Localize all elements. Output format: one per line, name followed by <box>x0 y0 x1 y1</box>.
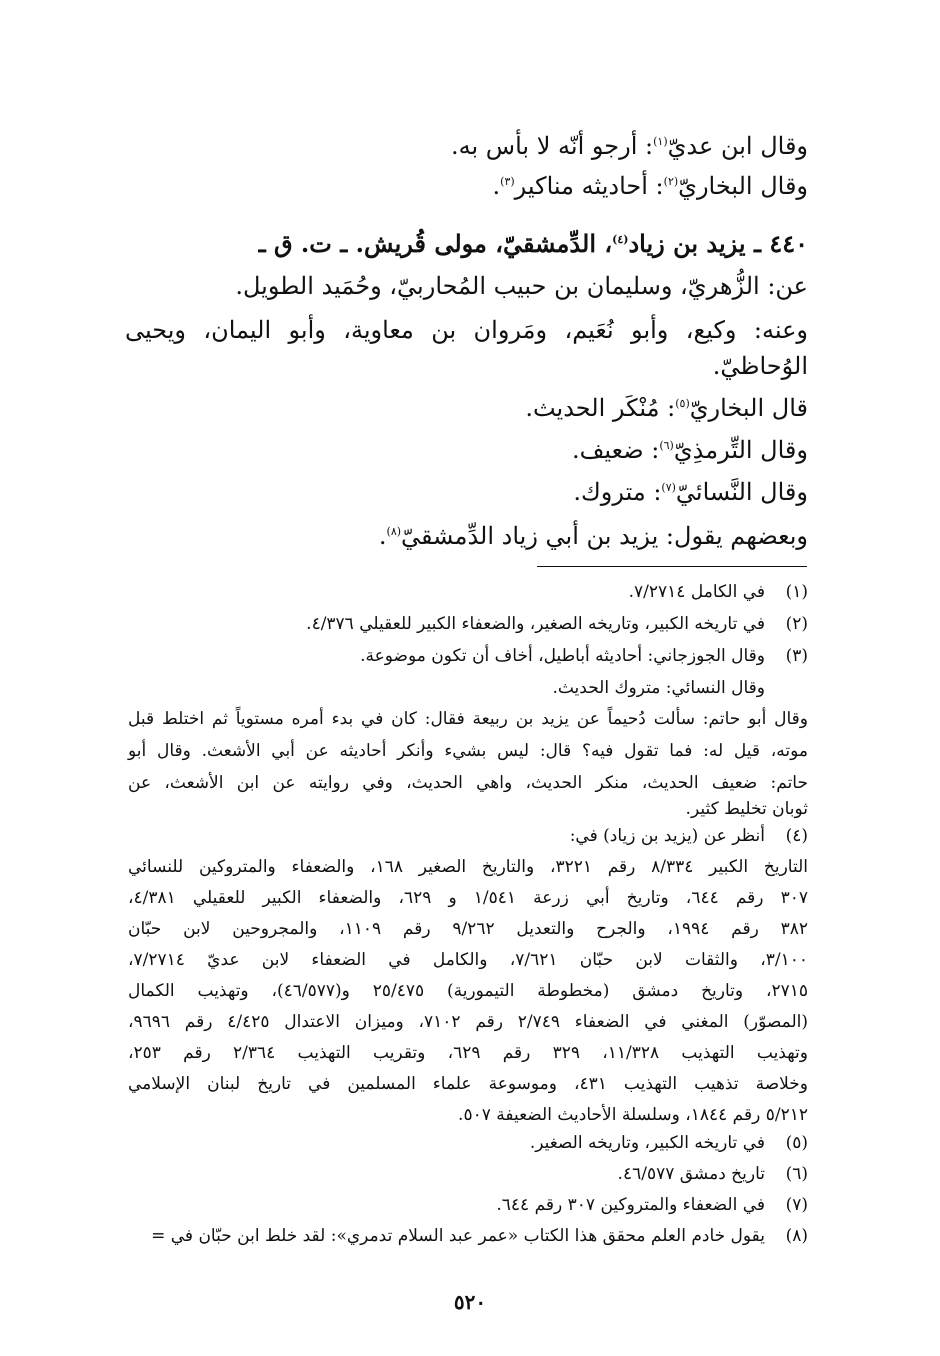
main-line-2 <box>493 168 808 204</box>
main-line-1-pre: وقال ابن عديّ <box>667 132 808 160</box>
footnote-1-text: في الكامل ٧/٢٧١٤. <box>628 582 765 602</box>
main-line-bukhari-post: : مُنْكَر الحديث. <box>525 394 676 422</box>
main-line-tirmidhi <box>572 432 808 468</box>
main-line-2-post2: . <box>492 172 501 200</box>
entry-heading <box>259 226 808 262</box>
main-line-students-cont: الوُحاظيّ. <box>712 352 808 380</box>
footnote-4-line-8: وخلاصة تذهيب التهذيب ٤٣١، وموسوعة علماء المسلمين في تاريخ لبنان الإسلامي <box>128 1074 809 1094</box>
main-line-nasai-post: : متروك. <box>573 478 662 506</box>
footnote-4-number: (٤) <box>785 826 808 846</box>
footnote-4-line-4: ٣/١٠٠، والثقات لابن حبّان ٧/٦٢١، والكامل في الضعفاء لابن عديّ ٧/٢٧١٤، <box>128 950 808 970</box>
footnote-4-line-6: (المصوّر) المغني في الضعفاء ٢/٧٤٩ رقم ٧١٠٢، وميزان الاعتدال ٤/٤٢٥ رقم ٩٦٩٦، <box>128 1012 808 1032</box>
footnote-5-number: (٥) <box>785 1133 808 1153</box>
footnote-4-line-1: التاريخ الكبير ٨/٣٣٤ رقم ٣٢٢١، والتاريخ الصغير ١٦٨، والضعفاء والمتروكين للنسائي <box>128 857 808 877</box>
main-line-students: وعنه: وكيع، وأبو نُعَيم، ومَروان بن معاوية، وأبو اليمان، ويحيى <box>125 316 808 344</box>
page-number: ٥٢٠ <box>453 1290 487 1314</box>
footnote-4-line-7: وتهذيب التهذيب ١١/٣٢٨، ٣٢٩ رقم ٦٢٩، وتقريب التهذيب ٢/٣٦٤ رقم ٢٥٣، <box>128 1043 808 1063</box>
main-line-bukhari <box>525 390 808 426</box>
main-line-1-post: : أرجو أنّه لا بأس به. <box>451 132 654 160</box>
footnote-ref-6: (٦) <box>659 439 674 452</box>
footnote-2-text: في تاريخه الكبير، وتاريخه الصغير، والضعفاء الكبير للعقيلي ٤/٣٧٦. <box>306 614 765 634</box>
main-line-2-post: : أحاديثه مناكير <box>514 172 664 200</box>
footnote-3-line-3: موته، قيل له: فما تقول فيه؟ قال: ليس بشيء وأنكر أحاديثه عن أبي الأشعث. وقال أبو <box>128 741 808 761</box>
entry-heading-post: ، الدِّمشقيّ، مولى قُريش. ـ ت. ق ـ <box>258 229 613 258</box>
footnote-7-text: في الضعفاء والمتروكين ٣٠٧ رقم ٦٤٤. <box>496 1195 765 1215</box>
entry-heading-pre: ٤٤٠ ـ يزيد بن زياد <box>628 229 808 258</box>
main-line-nasai-pre: وقال النَّسائيّ <box>675 478 808 506</box>
footnote-3-line-1: وقال النسائي: متروك الحديث. <box>552 678 765 698</box>
footnote-3-text: وقال الجوزجاني: أحاديثه أباطيل، أخاف أن تكون موضوعة. <box>360 646 765 666</box>
footnote-4-line-3: ٣٨٢ رقم ١٩٩٤، والجرح والتعديل ٩/٢٦٢ رقم ١١٠٩، والمجروحين لابن حبّان <box>128 919 808 939</box>
footnote-4-text: أنظر عن (يزيد بن زياد) في: <box>569 826 765 846</box>
footnote-3-line-2: وقال أبو حاتم: سألت دُحيماً عن يزيد بن ربيعة فقال: كان في بدء أمره مستوياً ثم اختلط قبل <box>128 709 808 729</box>
footnote-6-number: (٦) <box>785 1164 808 1184</box>
main-line-nasai <box>573 474 808 510</box>
footnote-2-number: (٢) <box>785 614 808 634</box>
footnote-ref-5: (٥) <box>675 397 690 410</box>
footnote-ref-2: (٢) <box>663 175 679 188</box>
footnote-1-number: (١) <box>785 582 808 602</box>
footnote-5-text: في تاريخه الكبير، وتاريخه الصغير. <box>529 1133 765 1153</box>
main-line-tirmidhi-post: : ضعيف. <box>571 436 660 464</box>
footnote-ref-1: (١) <box>653 135 668 148</box>
main-line-others-post: . <box>378 522 387 550</box>
footnote-ref-8: (٨) <box>386 525 402 538</box>
main-line-others <box>379 518 808 554</box>
main-line-1 <box>451 128 808 164</box>
footnote-3-line-5: ثوبان تخليط كثير. <box>685 799 808 819</box>
main-line-tirmidhi-pre: وقال التِّرمذِيّ <box>673 436 808 464</box>
footnote-ref-3: (٣) <box>500 175 515 188</box>
footnote-4-line-2: ٣٠٧ رقم ٦٤٤، وتاريخ أبي زرعة ١/٥٤١ و ٦٢٩، والضعفاء الكبير للعقيلي ٤/٣٨١، <box>128 888 808 908</box>
footnote-separator <box>537 566 807 567</box>
footnote-8-number: (٨) <box>785 1226 808 1246</box>
main-line-bukhari-pre: قال البخاريّ <box>689 394 808 422</box>
footnote-8-text: يقول خادم العلم محقق هذا الكتاب «عمر عبد السلام تدمري»: لقد خلط ابن حبّان في = <box>151 1226 765 1246</box>
footnote-3-line-4: حاتم: ضعيف الحديث، منكر الحديث، واهي الحديث، وفي روايته عن ابن الأشعث، عن <box>128 773 808 793</box>
footnote-ref-7: (٧) <box>661 481 676 494</box>
footnote-ref-4: (٤) <box>612 233 629 246</box>
footnote-7-number: (٧) <box>785 1195 808 1215</box>
main-line-teachers: عن: الزُّهريّ، وسليمان بن حبيب المُحاربيّ، وحُمَيد الطويل. <box>235 272 808 300</box>
main-line-others-pre: وبعضهم يقول: يزيد بن أبي زياد الدِّمشقيّ <box>401 522 808 550</box>
footnote-4-line-9: ٥/٢١٢ رقم ١٨٤٤، وسلسلة الأحاديث الضعيفة ٥٠٧. <box>458 1105 808 1125</box>
footnote-3-number: (٣) <box>785 646 808 666</box>
footnote-4-line-5: ٢٧١٥، وتاريخ دمشق (مخطوطة التيمورية) ٢٥/٤٧٥ و(٤٦/٥٧٧)، وتهذيب الكمال <box>128 981 808 1001</box>
main-line-2-pre: وقال البخاريّ <box>678 172 808 200</box>
footnote-6-text: تاريخ دمشق ٤٦/٥٧٧. <box>617 1164 765 1184</box>
